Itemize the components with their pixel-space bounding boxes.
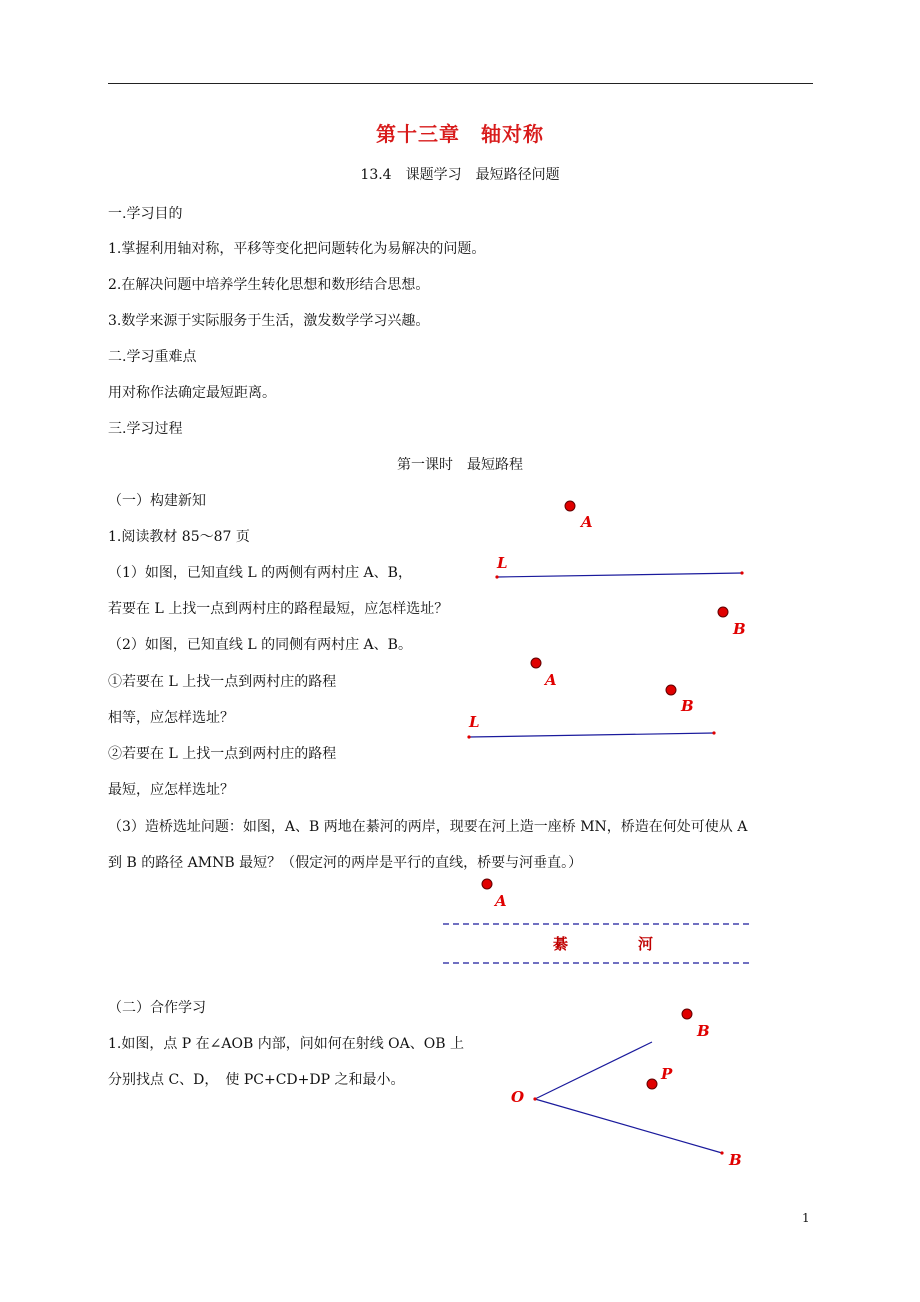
label-a: A: [545, 671, 557, 689]
river-char-2: 河: [638, 935, 654, 953]
part1-line: 相等，应怎样选址？: [108, 710, 234, 726]
point-b: [718, 607, 728, 617]
chapter-title: 第十三章 轴对称: [376, 122, 544, 146]
page-number: 1: [802, 1211, 810, 1225]
part1-line: 到 B 的路径 AMNB 最短？（假定河的两岸是平行的直线，桥要与河垂直。）: [108, 855, 583, 871]
part1-line: 1.阅读教材 85～87 页: [108, 529, 250, 545]
label-line-l: L: [469, 713, 480, 731]
section2-text: 用对称作法确定最短距离。: [108, 385, 276, 401]
section1-heading: 一.学习目的: [108, 206, 183, 222]
vertex-o: [533, 1097, 536, 1100]
river-char-1: 綦: [553, 935, 569, 953]
part2-line: 分别找点 C、D， 使 PC+CD+DP 之和最小。: [108, 1072, 405, 1088]
point-a: [482, 879, 492, 889]
section2-heading: 二.学习重难点: [108, 349, 197, 365]
objective-1: 1.掌握利用轴对称，平移等变化把问题转化为易解决的问题。: [108, 241, 486, 257]
point-a: [565, 501, 575, 511]
lesson1-heading: 第一课时 最短路程: [397, 457, 523, 473]
line-l: [497, 573, 742, 577]
ray-endpoint: [720, 1151, 723, 1154]
point-b-top: [682, 1009, 692, 1019]
part1-line: （2）如图，已知直线 L 的同侧有两村庄 A、B。: [108, 637, 412, 653]
header-rule: [108, 83, 813, 84]
figure-4: [511, 1009, 742, 1169]
line-endpoint: [495, 575, 498, 578]
label-a: A: [495, 892, 507, 910]
lesson-title: 13.4 课题学习 最短路径问题: [360, 167, 560, 183]
point-b: [666, 685, 676, 695]
ray-ob: [535, 1099, 722, 1153]
figure-3: [443, 879, 753, 963]
label-o: O: [511, 1088, 525, 1106]
part1-line: 最短，应怎样选址？: [108, 782, 234, 798]
label-a: A: [581, 513, 593, 531]
point-p: [647, 1079, 657, 1089]
label-b-bottom: B: [729, 1151, 742, 1169]
part2-line: 1.如图，点 P 在∠AOB 内部，问如何在射线 OA、OB 上: [108, 1036, 464, 1052]
part1-line: （1）如图，已知直线 L 的两侧有两村庄 A、B，: [108, 565, 412, 581]
objective-3: 3.数学来源于实际服务于生活，激发数学学习兴趣。: [108, 313, 430, 329]
label-b: B: [733, 620, 746, 638]
part2-heading: （二）合作学习: [108, 1000, 206, 1016]
part1-line: 若要在 L 上找一点到两村庄的路程最短，应怎样选址？: [108, 601, 449, 617]
part1-line: （3）造桥选址问题：如图，A、B 两地在綦河的两岸，现要在河上造一座桥 MN，桥造在何处可使从 A: [108, 819, 748, 835]
figure-1: [495, 501, 745, 638]
objective-2: 2.在解决问题中培养学生转化思想和数形结合思想。: [108, 277, 430, 293]
part1-heading: （一）构建新知: [108, 493, 206, 509]
section3-heading: 三.学习过程: [108, 421, 183, 437]
line-endpoint: [467, 735, 470, 738]
point-a: [531, 658, 541, 668]
line-l: [469, 733, 714, 737]
line-endpoint: [712, 731, 715, 734]
label-b: B: [681, 697, 694, 715]
ray-oa: [535, 1042, 652, 1099]
part1-line: ②若要在 L 上找一点到两村庄的路程: [108, 746, 337, 762]
part1-line: ①若要在 L 上找一点到两村庄的路程: [108, 674, 337, 690]
label-b-top: B: [697, 1022, 710, 1040]
figure-2: [467, 658, 715, 739]
label-line-l: L: [497, 554, 508, 572]
label-p: P: [661, 1065, 673, 1083]
line-endpoint: [740, 571, 743, 574]
